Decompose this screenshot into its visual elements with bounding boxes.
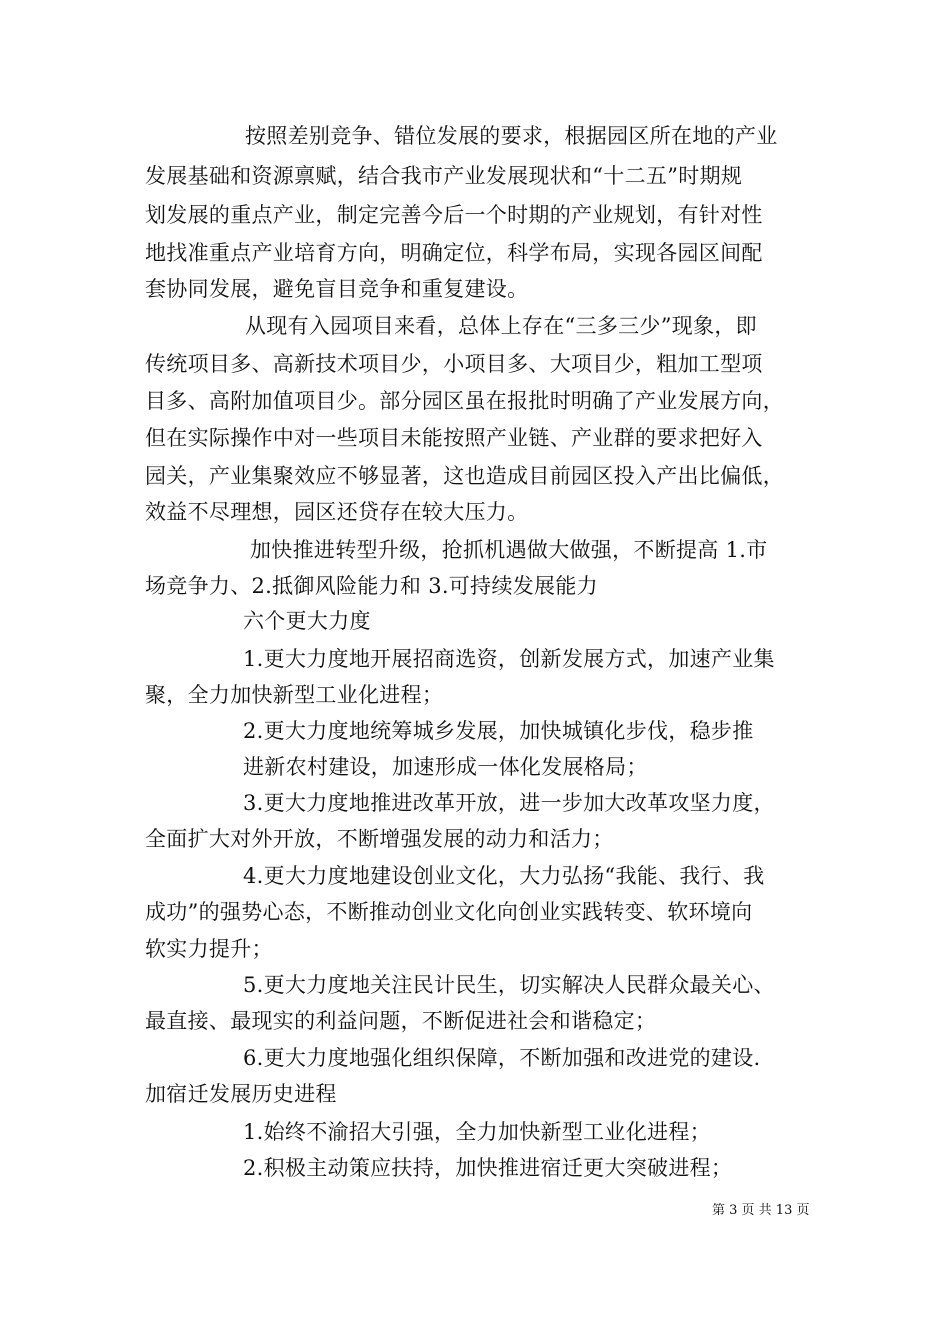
paragraph-1-line-4: 地找准重点产业培育方向，明确定位，科学布局，实现各园区间配 [145, 241, 763, 265]
item-3-line-1: 3.更大力度地推进改革开放，进一步加大改革攻坚力度， [243, 791, 775, 815]
item-5-line-2: 最直接、最现实的利益问题，不断促进社会和谐稳定； [145, 1009, 657, 1033]
item-4-line-1: 4.更大力度地建设创业文化，大力弘扬“我能、我行、我 [243, 864, 765, 888]
paragraph-3-line-1: 加快推进转型升级，抢抓机遇做大做强，不断提高 1.市 [250, 538, 768, 562]
item-2-line-2: 进新农村建设，加速形成一体化发展格局； [243, 755, 648, 779]
item-2-line-1: 2.更大力度地统筹城乡发展，加快城镇化步伐，稳步推 [243, 719, 754, 743]
sub-item-1: 1.始终不渝招大引强，全力加快新型工业化进程； [243, 1120, 711, 1144]
sub-item-2: 2.积极主动策应扶持，加快推进宿迁更大突破进程； [243, 1156, 733, 1180]
paragraph-2-line-4: 但在实际操作中对一些项目未能按照产业链、产业群的要求把好入 [145, 426, 763, 450]
paragraph-1-line-3: 划发展的重点产业，制定完善今后一个时期的产业规划，有针对性 [145, 203, 763, 227]
paragraph-1-line-5: 套协同发展，避免盲目竞争和重复建设。 [145, 277, 529, 301]
item-1-line-2: 聚，全力加快新型工业化进程； [145, 683, 444, 707]
paragraph-2-line-3: 目多、高附加值项目少。部分园区虽在报批时明确了产业发展方向， [145, 389, 784, 413]
paragraph-3-line-2: 场竞争力、2.抵御风险能力和 3.可持续发展能力 [145, 574, 598, 598]
paragraph-1-line-2: 发展基础和资源禀赋，结合我市产业发展现状和“十二五”时期规 [145, 164, 743, 188]
paragraph-2-line-6: 效益不尽理想，园区还贷存在较大压力。 [145, 500, 529, 524]
item-5-line-1: 5.更大力度地关注民计民生，切实解决人民群众最关心、 [243, 973, 775, 997]
page-number-footer: 第 3 页 共 13 页 [712, 1203, 810, 1218]
item-1-line-1: 1.更大力度地开展招商选资，创新发展方式，加速产业集 [243, 647, 775, 671]
item-6-line-1: 6.更大力度地强化组织保障，不断加强和改进党的建设. [243, 1046, 761, 1070]
item-4-line-2: 成功”的强势心态，不断推动创业文化向创业实践转变、软环境向 [145, 900, 753, 924]
item-3-line-2: 全面扩大对外开放，不断增强发展的动力和活力； [145, 827, 614, 851]
item-4-line-3: 软实力提升； [145, 937, 273, 961]
paragraph-1-line-1: 按照差别竞争、错位发展的要求，根据园区所在地的产业 [245, 124, 778, 148]
paragraph-2-line-5: 园关，产业集聚效应不够显著，这也造成目前园区投入产出比偏低， [145, 464, 784, 488]
section-heading: 六个更大力度 [243, 609, 371, 633]
item-6-line-2: 加宿迁发展历史进程 [145, 1082, 337, 1106]
paragraph-2-line-2: 传统项目多、高新技术项目少，小项目多、大项目少，粗加工型项 [145, 352, 763, 376]
paragraph-2-line-1: 从现有入园项目来看，总体上存在“三多三少”现象，即 [245, 314, 757, 338]
